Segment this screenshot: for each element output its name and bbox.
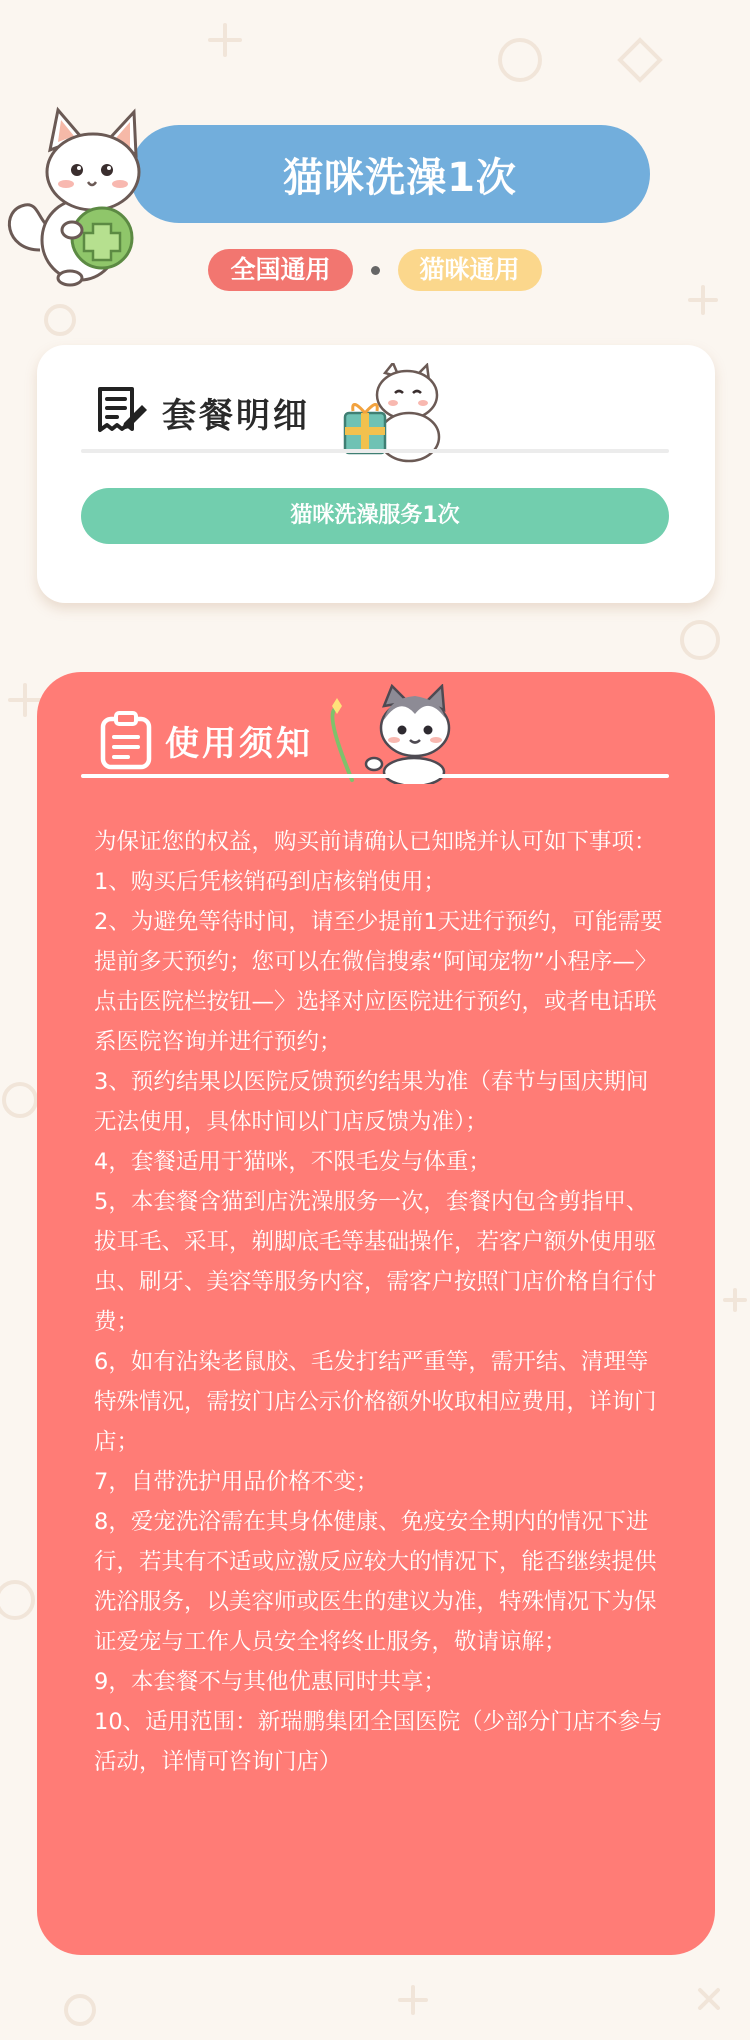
usage-notice-card [37,672,715,1955]
notice-line-10: 10、适用范围：新瑞鹏集团全国医院（少部分门店不参与活动，详情可咨询门店） [94,1709,663,1775]
receipt-pencil-icon [92,383,150,441]
usage-notice-title: 使用须知 [165,723,313,764]
notice-line-9: 9，本套餐不与其他优惠同时共享； [94,1669,446,1695]
package-details-header [92,383,310,441]
package-details-title: 套餐明细 [162,395,310,436]
notice-line-6: 6，如有沾染老鼠胶、毛发打结严重等，需开结、清理等特殊情况，需按门店公示价格额外收取相应费用，详询门店； [94,1349,657,1455]
service-item: 猫咪洗澡服务1次 [81,488,669,544]
notice-line-3: 3、预约结果以医院反馈预约结果为准（春节与国庆期间无法使用，具体时间以门店反馈为准）； [94,1069,649,1135]
tag-row [0,249,750,291]
tag-separator-dot [371,266,380,275]
usage-notice-header [99,710,313,770]
notice-line-2: 2、为避免等待时间，请至少提前1天进行预约，可能需要提前多天预约；您可以在微信搜索“阿闻宠物”小程序—〉点击医院栏按钮—〉选择对应医院进行预约，或者电话联系医院咨询并进行预约； [94,909,663,1055]
notice-line-8: 8，爱宠洗浴需在其身体健康、免疫安全期内的情况下进行，若其有不适或应激反应较大的情况下，能否继续提供洗浴服务，以美容师或医生的建议为准，特殊情况下为保证爱宠与工作人员安全将终止服务，敬请谅解； [94,1509,657,1655]
tag-cat-universal: 猫咪通用 [398,249,542,291]
notice-line-1: 1、购买后凭核销码到店核销使用； [94,869,446,895]
notice-line-intro: 为保证您的权益，购买前请确认已知晓并认可如下事项： [94,829,657,855]
page-title: 猫咪洗澡1次 [130,125,650,223]
notice-body [94,822,666,1782]
cat-with-wand-icon [322,684,462,784]
tag-nationwide: 全国通用 [208,249,352,291]
package-divider [81,449,669,453]
package-details-card [37,345,715,603]
clipboard-icon [99,710,153,770]
gift-cat-icon [337,363,455,463]
notice-line-7: 7，自带洗护用品价格不变； [94,1469,379,1495]
notice-line-4: 4，套餐适用于猫咪，不限毛发与体重； [94,1149,491,1175]
notice-line-5: 5，本套餐含猫到店洗澡服务一次，套餐内包含剪指甲、拔耳毛、采耳，剃脚底毛等基础操作，若客户额外使用驱虫、刷牙、美容等服务内容，需客户按照门店价格自行付费； [94,1189,657,1335]
usage-notice-divider [81,774,669,778]
